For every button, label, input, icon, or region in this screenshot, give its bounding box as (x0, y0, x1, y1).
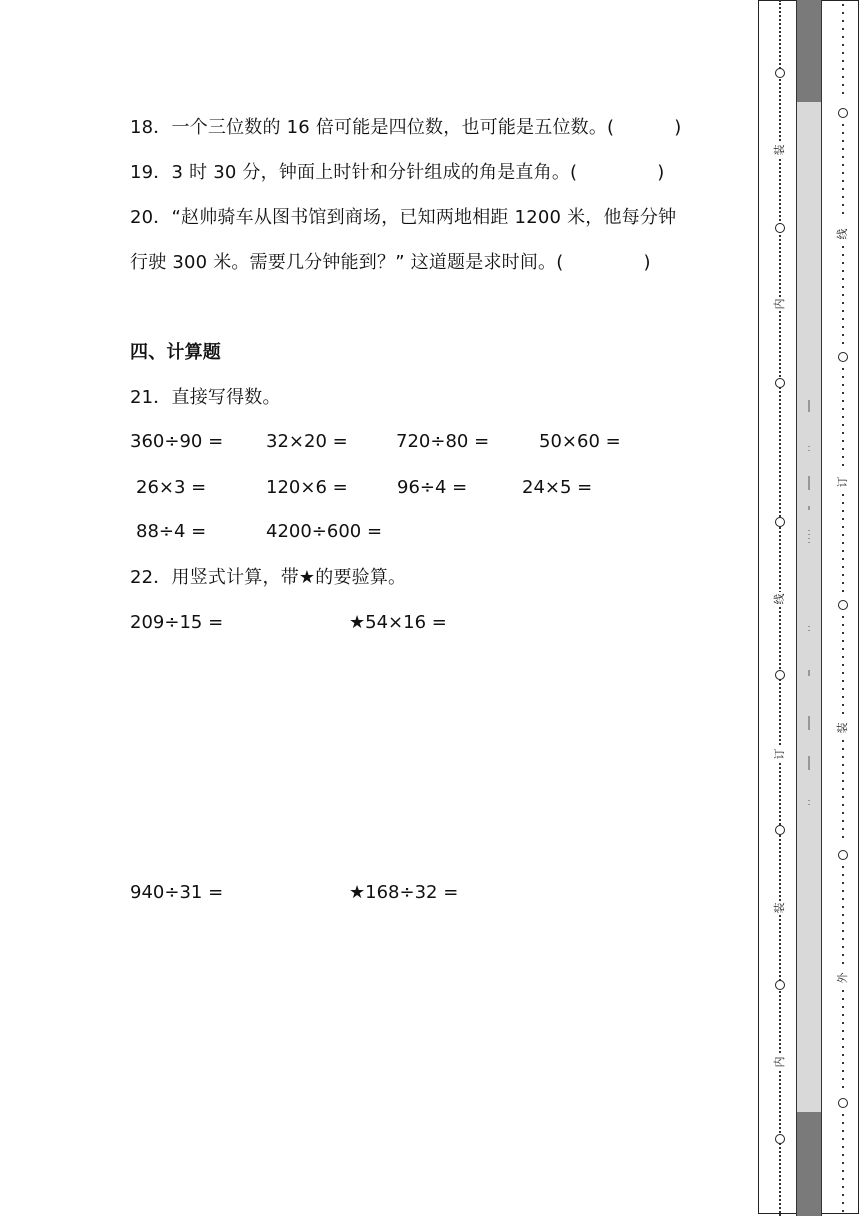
calc-item: 24×5 = (522, 477, 593, 498)
binding-label: 外 (836, 972, 849, 984)
binding-circle (775, 670, 785, 680)
binding-label: 装 (836, 722, 849, 734)
calc-item: ★168÷32 = (349, 882, 459, 903)
question-18 (130, 118, 682, 138)
binding-dotted-line (779, 0, 781, 1216)
calc-item: 720÷80 = (396, 431, 490, 452)
question-19-close: ) (657, 162, 665, 183)
binding-mid-marks (800, 380, 818, 840)
binding-label: 线 (836, 228, 849, 240)
question-18-text: 18．一个三位数的 16 倍可能是四位数，也可能是五位数。( (130, 117, 615, 138)
binding-label: 线 (773, 593, 786, 605)
question-18-close: ) (674, 117, 682, 138)
binding-outer-dots (836, 0, 850, 1216)
calc-item: 120×6 = (266, 477, 348, 498)
question-19-text: 19．3 时 30 分，钟面上时针和分针组成的角是直角。( (130, 162, 578, 183)
binding-label: 订 (773, 748, 786, 760)
binding-circle (775, 517, 785, 527)
binding-circle (775, 825, 785, 835)
calc-item: 4200÷600 = (266, 521, 383, 542)
calc-item: 32×20 = (266, 431, 348, 452)
section-title: 四、计算题 (130, 342, 221, 363)
question-20-line1: 20．“赵帅骑车从图书馆到商场，已知两地相距 1200 米，他每分钟 (130, 207, 677, 228)
calc-item: 209÷15 = (130, 612, 224, 633)
binding-dark-top (796, 0, 822, 102)
calc-item: 96÷4 = (397, 477, 468, 498)
question-20-close: ) (643, 252, 651, 273)
calc-item: ★54×16 = (349, 612, 447, 633)
binding-circle (775, 378, 785, 388)
calc-item: 88÷4 = (136, 521, 207, 542)
binding-circle (775, 980, 785, 990)
binding-label: 订 (836, 476, 849, 488)
binding-dark-bottom (796, 1112, 822, 1216)
calc-item: 360÷90 = (130, 431, 224, 452)
binding-label: 内 (773, 298, 786, 310)
calc-item: 940÷31 = (130, 882, 224, 903)
binding-label: 装 (773, 902, 786, 914)
question-20-line2 (130, 253, 651, 273)
binding-circle (775, 1134, 785, 1144)
question-19 (130, 163, 664, 183)
binding-label: 内 (773, 1056, 786, 1068)
binding-circle (775, 68, 785, 78)
binding-label: 装 (773, 144, 786, 156)
binding-circle (775, 223, 785, 233)
question-22-title: 22．用竖式计算，带★的要验算。 (130, 567, 407, 588)
calc-item: 50×60 = (539, 431, 621, 452)
calc-item: 26×3 = (136, 477, 207, 498)
question-20-text: 行驶 300 米。需要几分钟能到？” 这道题是求时间。( (130, 252, 564, 273)
question-21-title: 21．直接写得数。 (130, 387, 281, 408)
